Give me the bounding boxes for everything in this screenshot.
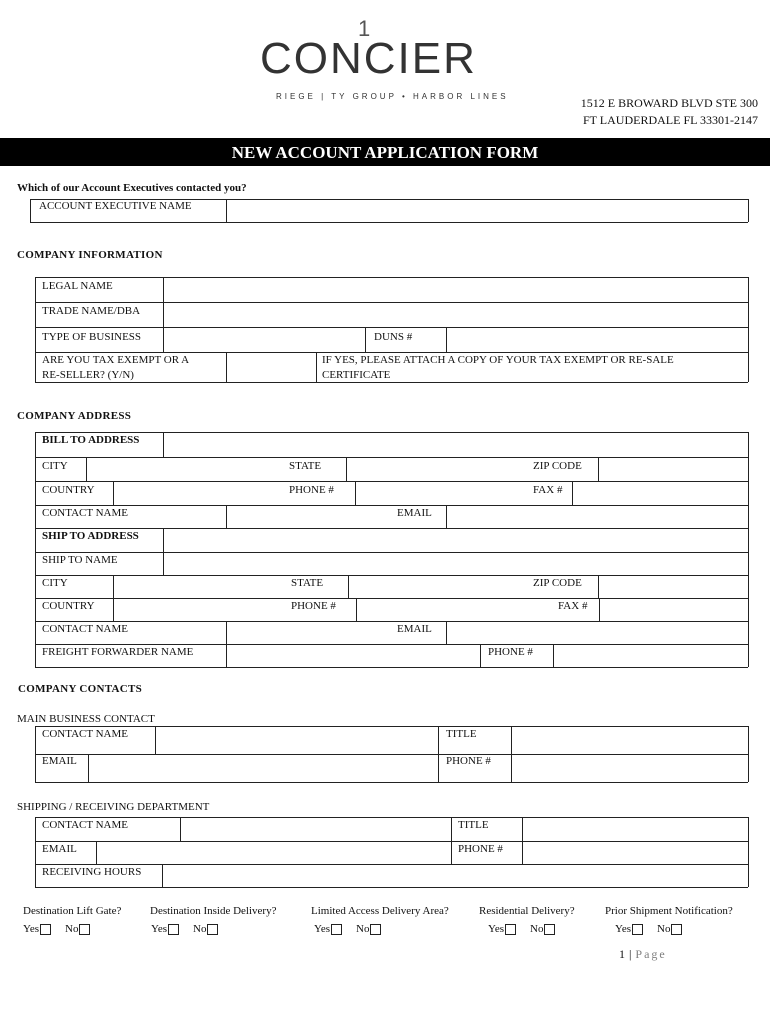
- main-contact-name-label: CONTACT NAME: [42, 728, 129, 740]
- residential-no-checkbox[interactable]: [544, 924, 555, 935]
- prior-notification-yes-checkbox[interactable]: [632, 924, 643, 935]
- bill-fax-field[interactable]: [573, 482, 747, 504]
- ship-phone-label: PHONE #: [291, 600, 336, 612]
- type-of-business-label: TYPE OF BUSINESS: [42, 331, 142, 343]
- lift-gate-yes-checkbox[interactable]: [40, 924, 51, 935]
- ship-to-field[interactable]: [164, 529, 747, 551]
- freight-phone-field[interactable]: [554, 645, 747, 666]
- ship-dept-phone-field[interactable]: [523, 842, 747, 863]
- legal-name-field[interactable]: [164, 278, 747, 301]
- trade-name-field[interactable]: [164, 303, 747, 326]
- ship-to-name-field[interactable]: [164, 553, 747, 574]
- ae-question: Which of our Account Executives contacted you?: [17, 182, 247, 194]
- ship-dept-email-label: EMAIL: [42, 843, 77, 855]
- company-address-heading: COMPANY ADDRESS: [17, 410, 132, 422]
- tax-exempt-label-1: ARE YOU TAX EXEMPT OR A: [42, 354, 190, 366]
- question-limited-access: Limited Access Delivery Area?: [311, 905, 449, 917]
- freight-forwarder-label: FREIGHT FORWARDER NAME: [42, 646, 194, 658]
- ship-country-label: COUNTRY: [42, 600, 95, 612]
- bill-country-label: COUNTRY: [42, 484, 95, 496]
- bill-state-field[interactable]: [347, 458, 527, 480]
- address-line-2: FT LAUDERDALE FL 33301-2147: [583, 113, 758, 127]
- ship-contact-field[interactable]: [227, 622, 387, 643]
- main-title-label: TITLE: [446, 728, 477, 740]
- lift-gate-no-checkbox[interactable]: [79, 924, 90, 935]
- bill-city-label: CITY: [42, 460, 68, 472]
- bill-phone-label: PHONE #: [289, 484, 334, 496]
- bill-zip-field[interactable]: [599, 458, 747, 480]
- ship-country-field[interactable]: [114, 599, 284, 620]
- shipping-department-label: SHIPPING / RECEIVING DEPARTMENT: [17, 801, 210, 813]
- form-title: NEW ACCOUNT APPLICATION FORM: [0, 138, 770, 166]
- ship-fax-label: FAX #: [558, 600, 588, 612]
- ship-fax-field[interactable]: [600, 599, 747, 620]
- ae-name-label: ACCOUNT EXECUTIVE NAME: [39, 200, 192, 212]
- answer-limited-access: Yes No: [314, 923, 395, 935]
- answer-residential: Yes No: [488, 923, 569, 935]
- limited-access-no-checkbox[interactable]: [370, 924, 381, 935]
- ship-dept-phone-label: PHONE #: [458, 843, 503, 855]
- tax-exempt-field[interactable]: [227, 353, 315, 381]
- inside-delivery-no-checkbox[interactable]: [207, 924, 218, 935]
- main-business-contact-label: MAIN BUSINESS CONTACT: [17, 713, 155, 725]
- page-separator: |: [629, 947, 632, 961]
- ship-to-label: SHIP TO ADDRESS: [42, 530, 139, 542]
- ship-state-label: STATE: [291, 577, 324, 589]
- bill-to-label: BILL TO ADDRESS: [42, 434, 140, 446]
- bill-zip-label: ZIP CODE: [533, 460, 582, 472]
- question-prior-notification: Prior Shipment Notification?: [605, 905, 733, 917]
- ship-zip-field[interactable]: [599, 576, 747, 597]
- main-email-label: EMAIL: [42, 755, 77, 767]
- question-inside-delivery: Destination Inside Delivery?: [150, 905, 277, 917]
- receiving-hours-field[interactable]: [163, 865, 747, 886]
- bill-phone-field[interactable]: [356, 482, 526, 504]
- answer-prior-notification: Yes No: [615, 923, 696, 935]
- residential-yes-checkbox[interactable]: [505, 924, 516, 935]
- freight-phone-label: PHONE #: [488, 646, 533, 658]
- prior-notification-no-checkbox[interactable]: [671, 924, 682, 935]
- main-phone-label: PHONE #: [446, 755, 491, 767]
- answer-lift-gate: Yes No: [23, 923, 104, 935]
- logo-mark: 1: [358, 16, 371, 41]
- bill-fax-label: FAX #: [533, 484, 563, 496]
- legal-name-label: LEGAL NAME: [42, 280, 113, 292]
- ship-city-field[interactable]: [114, 576, 284, 597]
- duns-field[interactable]: [447, 328, 747, 351]
- bill-contact-field[interactable]: [227, 506, 387, 527]
- ship-contact-label: CONTACT NAME: [42, 623, 129, 635]
- ship-city-label: CITY: [42, 577, 68, 589]
- duns-label: DUNS #: [374, 331, 413, 343]
- question-lift-gate: Destination Lift Gate?: [23, 905, 122, 917]
- tax-exempt-label-2: RE-SELLER? (Y/N): [42, 369, 134, 381]
- ship-contact-name-label: CONTACT NAME: [42, 819, 129, 831]
- attach-note-2: CERTIFICATE: [322, 369, 391, 381]
- inside-delivery-yes-checkbox[interactable]: [168, 924, 179, 935]
- ship-email-label: EMAIL: [397, 623, 432, 635]
- main-email-field[interactable]: [89, 755, 437, 781]
- ship-dept-title-label: TITLE: [458, 819, 489, 831]
- ship-dept-contact-field[interactable]: [181, 818, 450, 840]
- trade-name-label: TRADE NAME/DBA: [42, 305, 141, 317]
- attach-note-1: IF YES, PLEASE ATTACH A COPY OF YOUR TAX EXEMPT OR RE-SALE: [322, 354, 674, 366]
- ship-zip-label: ZIP CODE: [533, 577, 582, 589]
- question-residential: Residential Delivery?: [479, 905, 575, 917]
- logo-tagline: RIEGE | TY GROUP • HARBOR LINES: [276, 92, 509, 101]
- company-contacts-heading: COMPANY CONTACTS: [18, 683, 143, 695]
- type-of-business-field[interactable]: [164, 328, 364, 351]
- main-contact-name-field[interactable]: [156, 727, 437, 753]
- bill-to-field[interactable]: [164, 433, 747, 456]
- ship-to-name-label: SHIP TO NAME: [42, 554, 118, 566]
- bill-contact-label: CONTACT NAME: [42, 507, 129, 519]
- bill-country-field[interactable]: [114, 482, 284, 504]
- company-information-heading: COMPANY INFORMATION: [17, 249, 163, 261]
- ship-dept-email-field[interactable]: [97, 842, 450, 863]
- receiving-hours-label: RECEIVING HOURS: [42, 866, 142, 878]
- bill-email-field[interactable]: [447, 506, 747, 527]
- address-line-1: 1512 E BROWARD BLVD STE 300: [580, 96, 758, 110]
- page-label: Page: [635, 947, 667, 961]
- ae-name-field[interactable]: [227, 200, 747, 221]
- freight-forwarder-field[interactable]: [227, 645, 479, 666]
- limited-access-yes-checkbox[interactable]: [331, 924, 342, 935]
- bill-email-label: EMAIL: [397, 507, 432, 519]
- main-title-field[interactable]: [512, 727, 747, 753]
- ship-state-field[interactable]: [349, 576, 527, 597]
- bill-city-field[interactable]: [87, 458, 283, 480]
- main-phone-field[interactable]: [512, 755, 747, 781]
- ship-dept-title-field[interactable]: [523, 818, 747, 840]
- page-number: 1: [619, 947, 625, 961]
- logo-wordmark: CONCIER: [260, 34, 477, 83]
- ship-phone-field[interactable]: [357, 599, 547, 620]
- ship-email-field[interactable]: [447, 622, 747, 643]
- page-footer: [619, 945, 667, 963]
- answer-inside-delivery: Yes No: [151, 923, 232, 935]
- bill-state-label: STATE: [289, 460, 322, 472]
